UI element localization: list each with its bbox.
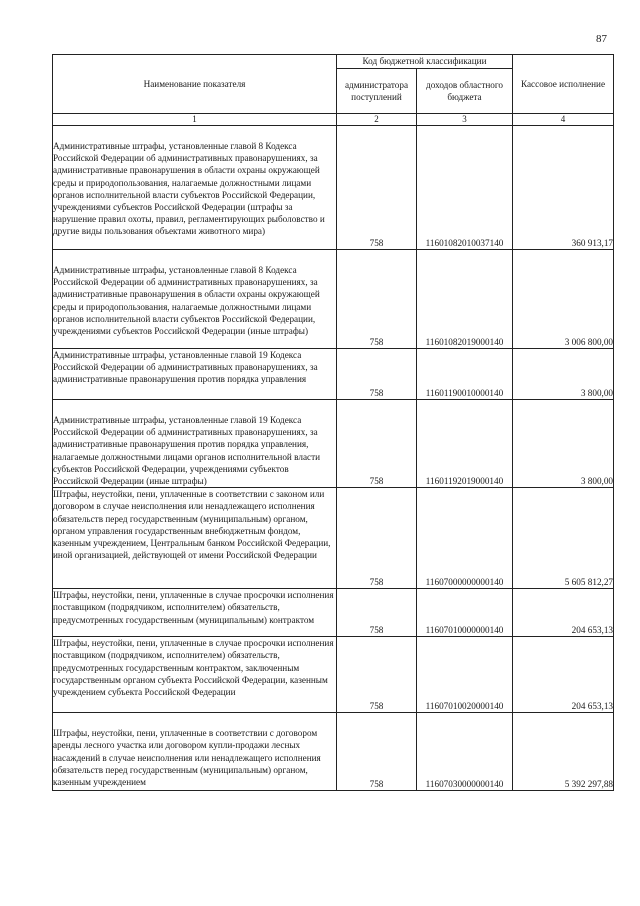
- budget-table: [52, 54, 614, 791]
- header-income-column: доходов областного бюджета: [417, 69, 513, 114]
- row-income-code: 11601190010000140: [417, 349, 513, 400]
- row-income-code: 11601082019000140: [417, 250, 513, 349]
- table-row: [53, 637, 614, 713]
- table-row: [53, 250, 614, 349]
- header-cash-execution-column: Кассовое исполнение: [513, 55, 614, 114]
- row-amount: 204 653,13: [513, 637, 614, 713]
- row-name: Штрафы, неустойки, пени, уплаченные в случае просрочки исполнения поставщиком (подрядчиком, исполнителем) обязательств, предусмотренных государственным контрактом, заключенным государственным органом субъекта Российской Федерации, казенным учреждением субъекта Российской Федерации: [53, 637, 337, 713]
- column-number: 2: [337, 114, 417, 126]
- row-income-code: 11601192019000140: [417, 400, 513, 488]
- row-admin-code: 758: [337, 250, 417, 349]
- row-amount: 3 800,00: [513, 349, 614, 400]
- page-number: 87: [596, 33, 607, 45]
- row-income-code: 11607000000000140: [417, 488, 513, 589]
- row-admin-code: 758: [337, 488, 417, 589]
- table-row: [53, 349, 614, 400]
- row-amount: 5 605 812,27: [513, 488, 614, 589]
- row-amount: 204 653,13: [513, 589, 614, 637]
- row-amount: 3 800,00: [513, 400, 614, 488]
- column-number: 3: [417, 114, 513, 126]
- row-name: Штрафы, неустойки, пени, уплаченные в случае просрочки исполнения поставщиком (подрядчиком, исполнителем) обязательств, предусмотренных государственным (муниципальным) контрактом: [53, 589, 337, 637]
- row-amount: 3 006 800,00: [513, 250, 614, 349]
- column-number: 4: [513, 114, 614, 126]
- row-admin-code: 758: [337, 637, 417, 713]
- header-name-column: Наименование показателя: [53, 55, 337, 114]
- row-income-code: 11607010000000140: [417, 589, 513, 637]
- table-row: [53, 488, 614, 589]
- table-row: [53, 713, 614, 791]
- row-income-code: 11607030000000140: [417, 713, 513, 791]
- row-name: Штрафы, неустойки, пени, уплаченные в соответствии с договором аренды лесного участка или договором купли-продажи лесных насаждений в случае неисполнения или ненадлежащего исполнения обязательств перед государственным (муниципальным) органом, казенным учреждением: [53, 713, 337, 791]
- table-row: [53, 589, 614, 637]
- row-admin-code: 758: [337, 349, 417, 400]
- row-name: Административные штрафы, установленные главой 8 Кодекса Российской Федерации об административных правонарушениях, за административные правонарушения в области охраны окружающей среды и природопользования, налагаемые должностными лицами органов исполнительной власти субъектов Российской Федерации, учреждениями субъектов Российской Федерации (штрафы за нарушение правил охоты, правил, регламентирующих рыболовство и другие виды пользования объектами животного мира): [53, 126, 337, 250]
- row-name: Административные штрафы, установленные главой 19 Кодекса Российской Федерации об административных правонарушениях, за административные правонарушения против порядка управления: [53, 349, 337, 400]
- row-income-code: 11601082010037140: [417, 126, 513, 250]
- row-amount: 360 913,17: [513, 126, 614, 250]
- table-row: [53, 400, 614, 488]
- table-row: [53, 126, 614, 250]
- column-number: 1: [53, 114, 337, 126]
- row-name: Административные штрафы, установленные главой 8 Кодекса Российской Федерации об административных правонарушениях, за административные правонарушения в области охраны окружающей среды и природопользования, налагаемые должностными лицами органов исполнительной власти субъектов Российской Федерации, учреждениями субъектов Российской Федерации (иные штрафы): [53, 250, 337, 349]
- header-administrator-column: администратора поступлений: [337, 69, 417, 114]
- row-name: Штрафы, неустойки, пени, уплаченные в соответствии с законом или договором в случае неисполнения или ненадлежащего исполнения обязательств перед государственным (муниципальным) органом, органом управления государственным внебюджетным фондом, казенным учреждением, Центральным банком Российской Федерации, иной организацией, действующей от имени Российской Федерации: [53, 488, 337, 589]
- header-budget-classification-group: Код бюджетной классификации: [337, 55, 513, 69]
- row-admin-code: 758: [337, 713, 417, 791]
- row-admin-code: 758: [337, 589, 417, 637]
- row-admin-code: 758: [337, 400, 417, 488]
- row-income-code: 11607010020000140: [417, 637, 513, 713]
- row-admin-code: 758: [337, 126, 417, 250]
- row-name: Административные штрафы, установленные главой 19 Кодекса Российской Федерации об административных правонарушениях, за административные правонарушения против порядка управления, налагаемые должностными лицами органов исполнительной власти субъектов Российской Федерации, учреждениями субъектов Российской Федерации (иные штрафы): [53, 400, 337, 488]
- row-amount: 5 392 297,88: [513, 713, 614, 791]
